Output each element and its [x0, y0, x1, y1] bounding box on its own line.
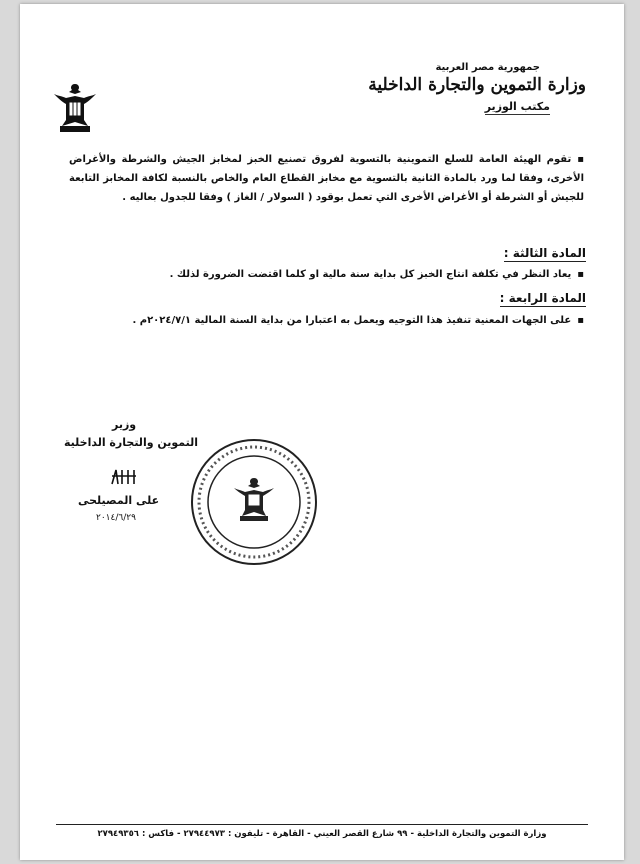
- office-name: مكتب الوزير: [484, 100, 550, 113]
- footer-divider: [56, 824, 588, 825]
- handwritten-signature-icon: [106, 464, 166, 492]
- bullet-icon: ▪: [577, 315, 584, 326]
- footer-address: وزارة التموين والتجارة الداخلية - ٩٩ شارع القصر العيني - القاهرة - تليفون : ٢٧٩٤٤٩٧٣ - فاكس : ٢٧٩٤٩٣٥٦: [97, 829, 547, 839]
- eagle-emblem-icon: [52, 80, 98, 136]
- signature-date: ٢٠١٤/٦/٢٩: [96, 513, 136, 523]
- article-3-item: ▪يعاد النظر في تكلفة انتاج الخبز كل بداية سنة مالية او كلما اقتضت الضرورة لذلك .: [169, 269, 584, 280]
- document-page: [20, 4, 624, 860]
- letterhead: [368, 62, 586, 115]
- bullet-icon: ▪: [577, 269, 584, 280]
- bullet-icon: ▪: [577, 154, 584, 165]
- signature-ministry: التموين والتجارة الداخلية: [64, 436, 199, 449]
- article-4-title: المادة الرابعة :: [499, 291, 586, 305]
- signature-title: وزير: [112, 418, 137, 431]
- signature-name: على المصيلحى: [78, 494, 160, 507]
- ministry-name: وزارة التموين والتجارة الداخلية: [368, 75, 586, 95]
- article-4-item: ▪على الجهات المعنية تنفيذ هذا التوجيه ويعمل به اعتبارا من بداية السنة المالية ٢٠٢٤/٧/١م .: [132, 315, 584, 326]
- intro-paragraph: ▪تقوم الهيئة العامة للسلع التموينية بالتسوية لفروق تصنيع الخبز لمخابز الجيش والشرطة والأغراض الأخرى، وفقا لما ورد بالمادة الثانية بالتسوية مع مخابز القطاع العام والخاص بالنسبة لكافة المخابز التابعة للجيش أو الشرطة أو الأغراض الأخرى التي تعمل بوقود ( السولار / الغاز ) وفقا للجدول بعاليه .: [69, 150, 584, 207]
- official-stamp-icon: [188, 436, 320, 568]
- article-3-title: المادة الثالثة :: [503, 246, 586, 260]
- republic-name: جمهورية مصر العربية: [435, 62, 540, 73]
